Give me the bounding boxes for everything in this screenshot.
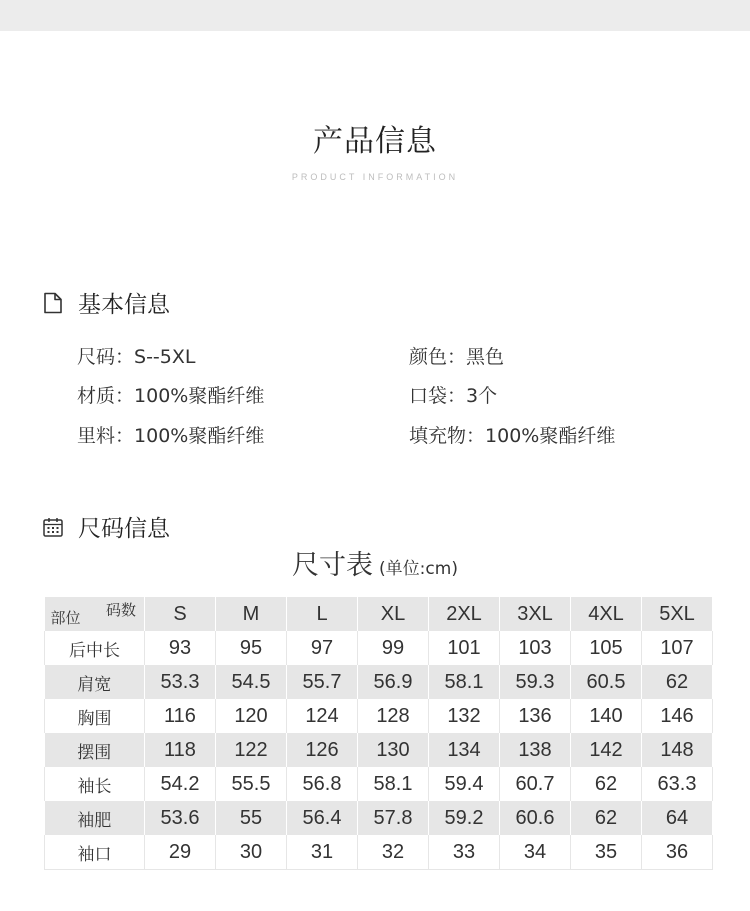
size-value-cell: 146 <box>642 699 713 733</box>
size-value-cell: 60.5 <box>571 665 642 699</box>
size-value-cell: 62 <box>571 767 642 801</box>
size-value-cell: 148 <box>642 733 713 767</box>
size-value-cell: 56.8 <box>287 767 358 801</box>
size-value-cell: 58.1 <box>358 767 429 801</box>
size-value-cell: 54.2 <box>145 767 216 801</box>
part-label: 肩宽 <box>45 665 145 699</box>
size-col-header: L <box>287 597 358 631</box>
size-value-cell: 30 <box>216 835 287 870</box>
size-value-cell: 118 <box>145 733 216 767</box>
part-label: 袖口 <box>45 835 145 870</box>
size-value-cell: 93 <box>145 631 216 665</box>
size-col-header: 5XL <box>642 597 713 631</box>
info-material: 材质：100%聚酯纤维 <box>77 385 265 407</box>
size-col-header: 2XL <box>429 597 500 631</box>
page-subtitle: PRODUCT INFORMATION <box>291 172 459 182</box>
size-value-cell: 29 <box>145 835 216 870</box>
size-value-cell: 62 <box>642 665 713 699</box>
size-value-cell: 134 <box>429 733 500 767</box>
info-size: 尺码：S--5XL <box>77 346 196 368</box>
part-label: 后中长 <box>45 631 145 665</box>
size-value-cell: 36 <box>642 835 713 870</box>
size-value-cell: 126 <box>287 733 358 767</box>
size-value-cell: 59.4 <box>429 767 500 801</box>
size-value-cell: 105 <box>571 631 642 665</box>
size-col-header: 4XL <box>571 597 642 631</box>
size-value-cell: 142 <box>571 733 642 767</box>
part-label: 摆围 <box>45 733 145 767</box>
size-value-cell: 64 <box>642 801 713 835</box>
size-value-cell: 33 <box>429 835 500 870</box>
size-value-cell: 55.5 <box>216 767 287 801</box>
size-value-cell: 56.4 <box>287 801 358 835</box>
size-table <box>44 597 713 870</box>
table-row <box>45 835 713 870</box>
info-color: 颜色：黑色 <box>409 346 505 368</box>
part-label: 袖肥 <box>45 801 145 835</box>
size-value-cell: 99 <box>358 631 429 665</box>
size-value-cell: 56.9 <box>358 665 429 699</box>
size-value-cell: 54.5 <box>216 665 287 699</box>
size-col-header: S <box>145 597 216 631</box>
table-row <box>45 665 713 699</box>
size-value-cell: 116 <box>145 699 216 733</box>
page-title: 产品信息 <box>313 124 437 159</box>
basic-info-title: 基本信息 <box>78 292 170 318</box>
size-value-cell: 124 <box>287 699 358 733</box>
size-info-title: 尺码信息 <box>78 516 170 542</box>
size-value-cell: 130 <box>358 733 429 767</box>
size-value-cell: 63.3 <box>642 767 713 801</box>
size-value-cell: 95 <box>216 631 287 665</box>
size-col-header: XL <box>358 597 429 631</box>
size-value-cell: 120 <box>216 699 287 733</box>
size-value-cell: 97 <box>287 631 358 665</box>
table-row <box>45 733 713 767</box>
size-value-cell: 103 <box>500 631 571 665</box>
size-value-cell: 140 <box>571 699 642 733</box>
basic-info-heading <box>42 286 170 319</box>
size-value-cell: 34 <box>500 835 571 870</box>
size-value-cell: 136 <box>500 699 571 733</box>
info-lining: 里料：100%聚酯纤维 <box>77 425 265 447</box>
size-value-cell: 59.2 <box>429 801 500 835</box>
part-label: 胸围 <box>45 699 145 733</box>
size-value-cell: 59.3 <box>500 665 571 699</box>
size-col-header: M <box>216 597 287 631</box>
table-row <box>45 767 713 801</box>
size-value-cell: 101 <box>429 631 500 665</box>
size-value-cell: 138 <box>500 733 571 767</box>
corner-cell: 码数 部位 <box>45 597 145 631</box>
size-value-cell: 62 <box>571 801 642 835</box>
size-header-row <box>45 597 713 631</box>
size-value-cell: 53.6 <box>145 801 216 835</box>
table-row <box>45 801 713 835</box>
part-label: 袖长 <box>45 767 145 801</box>
size-col-header: 3XL <box>500 597 571 631</box>
size-value-cell: 31 <box>287 835 358 870</box>
size-value-cell: 55.7 <box>287 665 358 699</box>
size-info-heading <box>42 510 170 543</box>
size-value-cell: 57.8 <box>358 801 429 835</box>
size-value-cell: 53.3 <box>145 665 216 699</box>
size-value-cell: 107 <box>642 631 713 665</box>
calendar-icon <box>42 516 64 538</box>
info-pocket: 口袋：3个 <box>409 385 498 407</box>
size-value-cell: 58.1 <box>429 665 500 699</box>
table-row <box>45 631 713 665</box>
table-row <box>45 699 713 733</box>
size-value-cell: 60.7 <box>500 767 571 801</box>
size-value-cell: 122 <box>216 733 287 767</box>
size-table-title: 尺寸表 (单位:cm) <box>292 550 458 581</box>
size-value-cell: 60.6 <box>500 801 571 835</box>
document-icon <box>42 292 64 314</box>
size-value-cell: 128 <box>358 699 429 733</box>
top-bar <box>0 0 750 31</box>
size-value-cell: 35 <box>571 835 642 870</box>
size-value-cell: 32 <box>358 835 429 870</box>
size-value-cell: 55 <box>216 801 287 835</box>
size-value-cell: 132 <box>429 699 500 733</box>
info-filling: 填充物：100%聚酯纤维 <box>409 425 616 447</box>
